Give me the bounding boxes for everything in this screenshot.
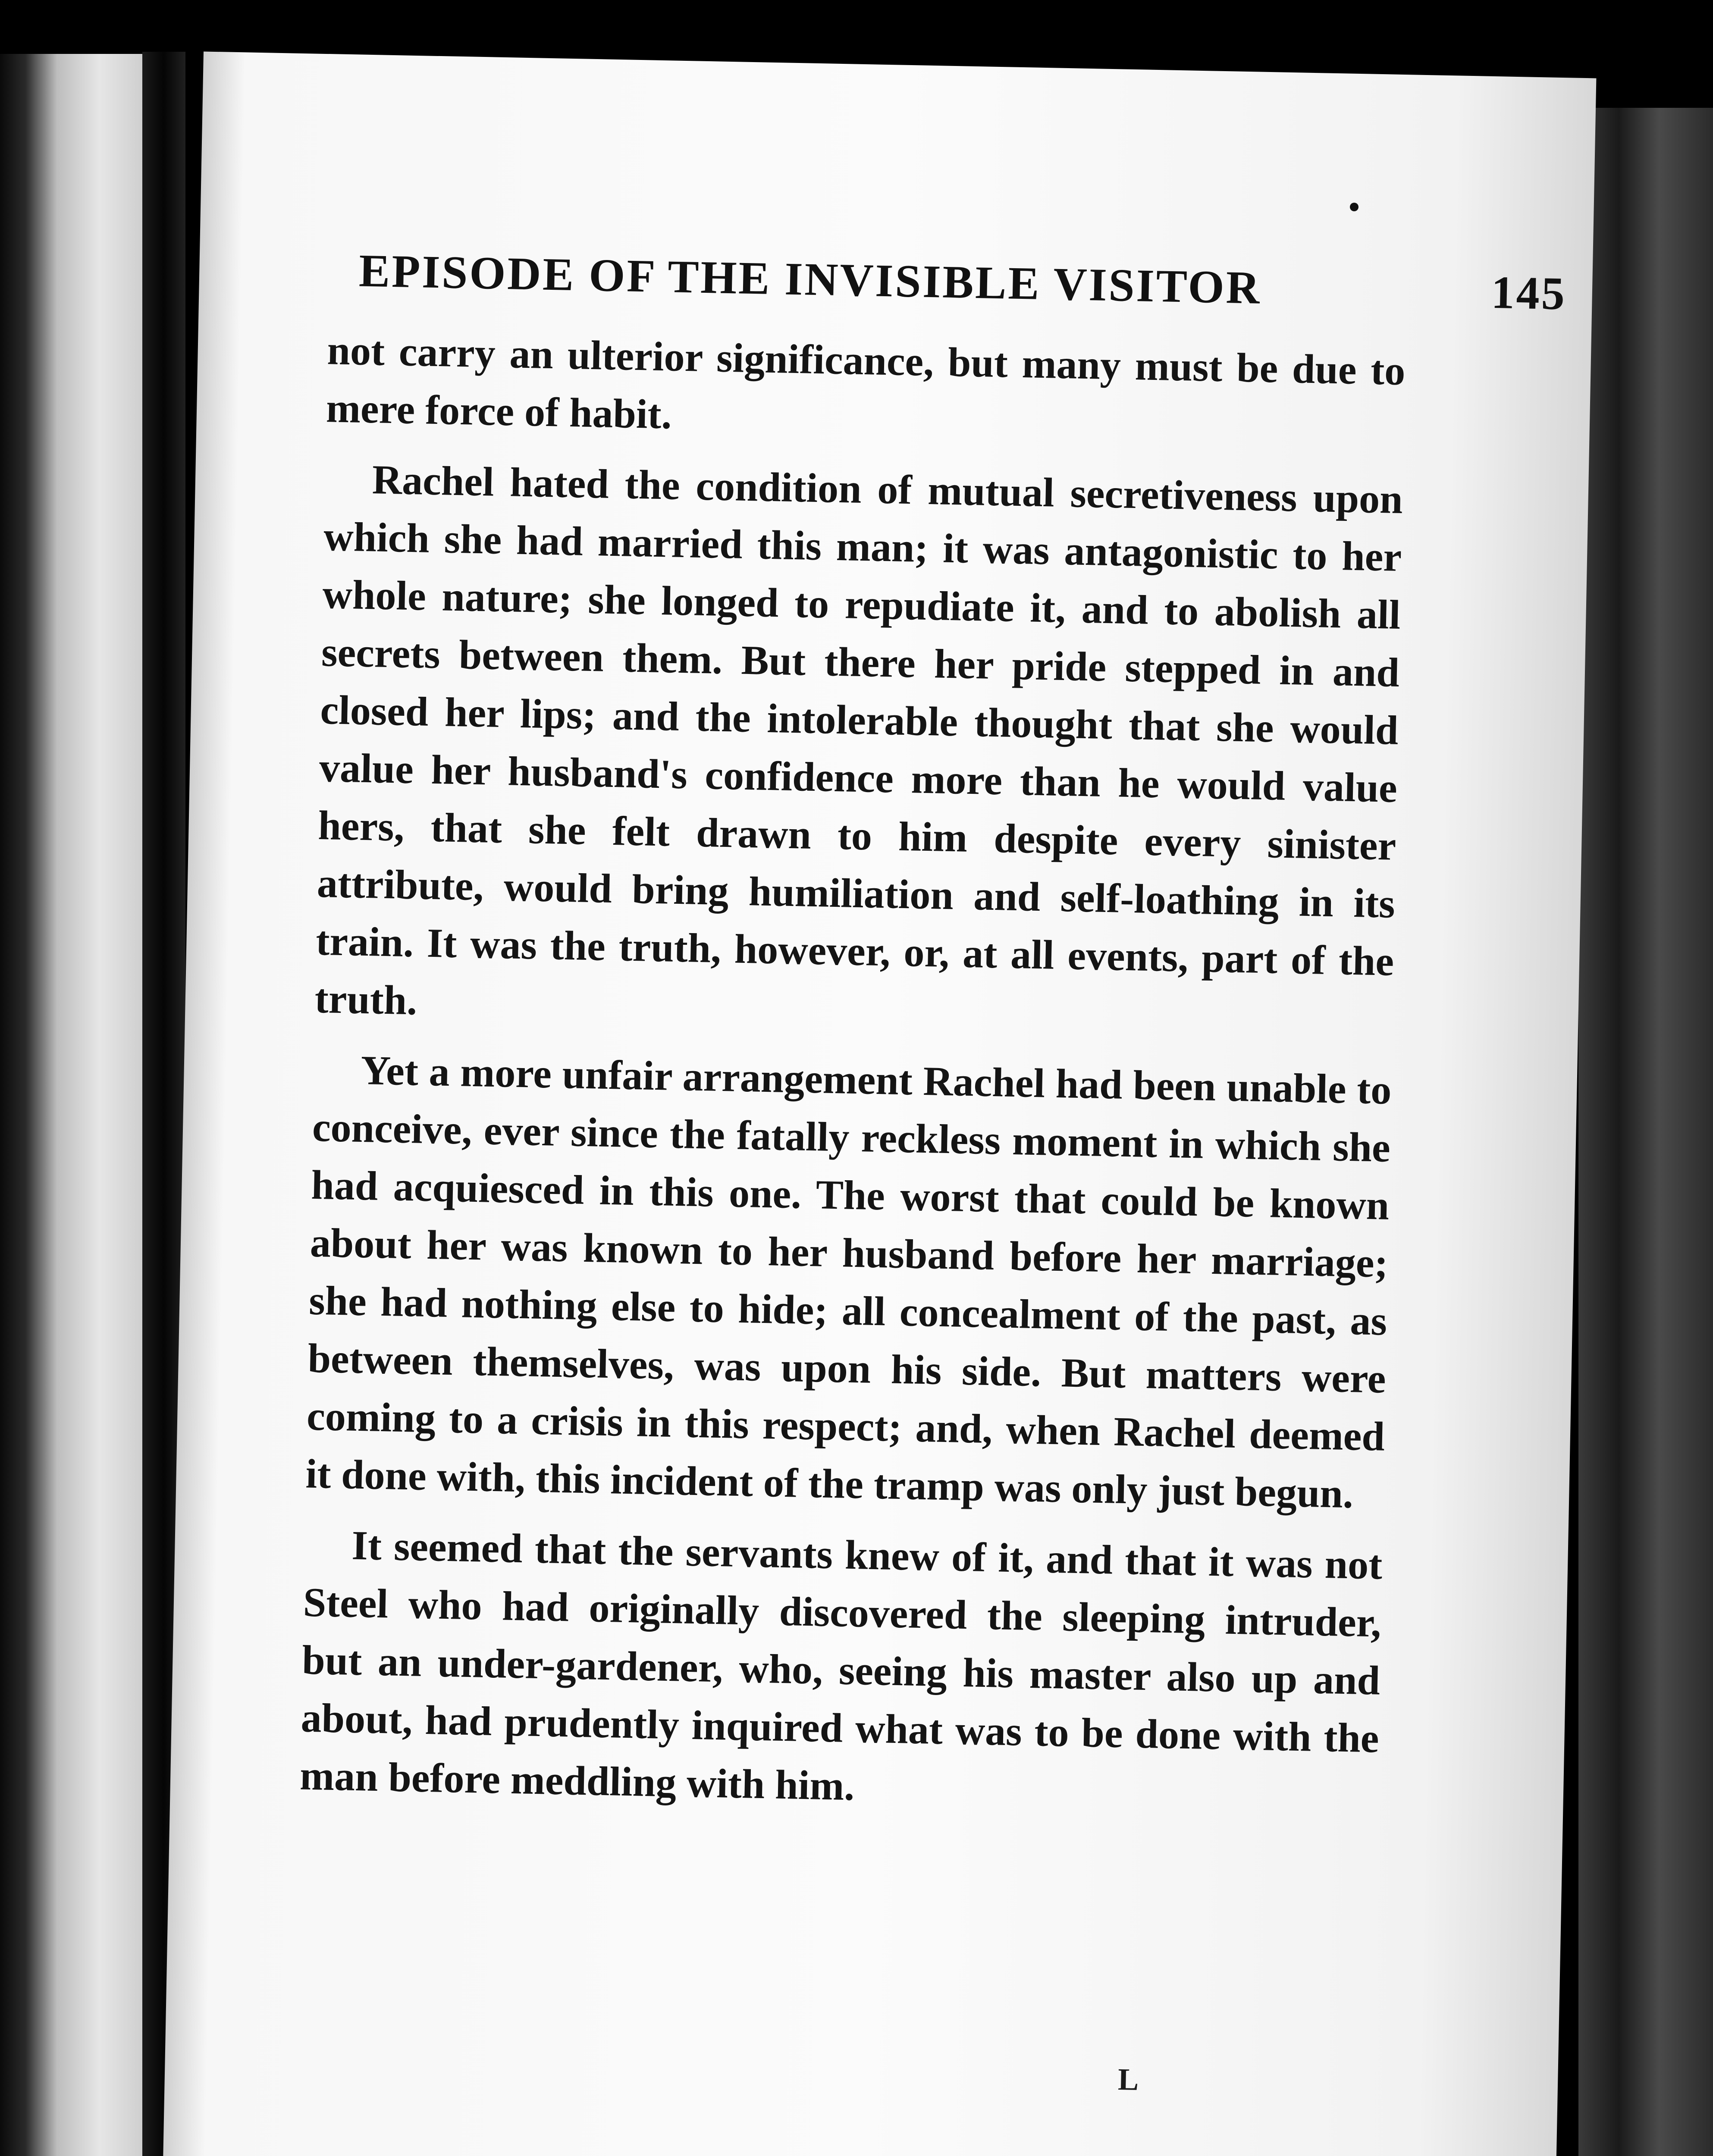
paragraph: not carry an ulterior significance, but many must be due to mere force of habit. <box>326 327 1406 438</box>
running-head-title: EPISODE OF THE INVISIBLE VISITOR <box>358 245 1262 314</box>
left-page-edge <box>0 54 142 2156</box>
book-page-edges <box>1578 108 1713 2156</box>
running-head <box>358 244 1567 321</box>
page-number: 145 <box>1490 266 1567 320</box>
paragraph: Yet a more unfair arrangement Rachel had been unable to conceive, ever since the fatally reckless moment in which she had acquiesced in this one. The worst that could be known about her was known to her husband before her marriage; she had nothing else to hide; all concealment of the past, as between themselves, was upon his side. But matters were coming to a crisis in this respect; and, when Rachel deemed it done with, this incident of the tramp was only just begun. <box>305 1047 1392 1517</box>
signature-mark: L <box>1117 2062 1139 2097</box>
paragraph: Rachel hated the condition of mutual secretiveness upon which she had married this man; it was antagonistic to her whole nature; she longed to repudiate it, and to abolish all secrets between them. But there her pride stepped in and closed her lips; and the intolerable thought that she would value her husband's confidence more than he would value hers, that she felt drawn to him despite every sinister attribute, would bring humiliation and self-loathing in its train. It was the truth, however, or, at all events, part of the truth. <box>314 456 1403 1024</box>
book-page <box>159 51 1597 2156</box>
body-text <box>299 321 1406 1838</box>
paragraph: It seemed that the servants knew of it, and that it was not Steel who had originally discovered the sleeping intruder, but an under-gardener, who, seeing his master also up and about, had prudently inquired what was to be done with the man before meddling with him. <box>299 1522 1383 1809</box>
ink-dot <box>1350 203 1358 211</box>
